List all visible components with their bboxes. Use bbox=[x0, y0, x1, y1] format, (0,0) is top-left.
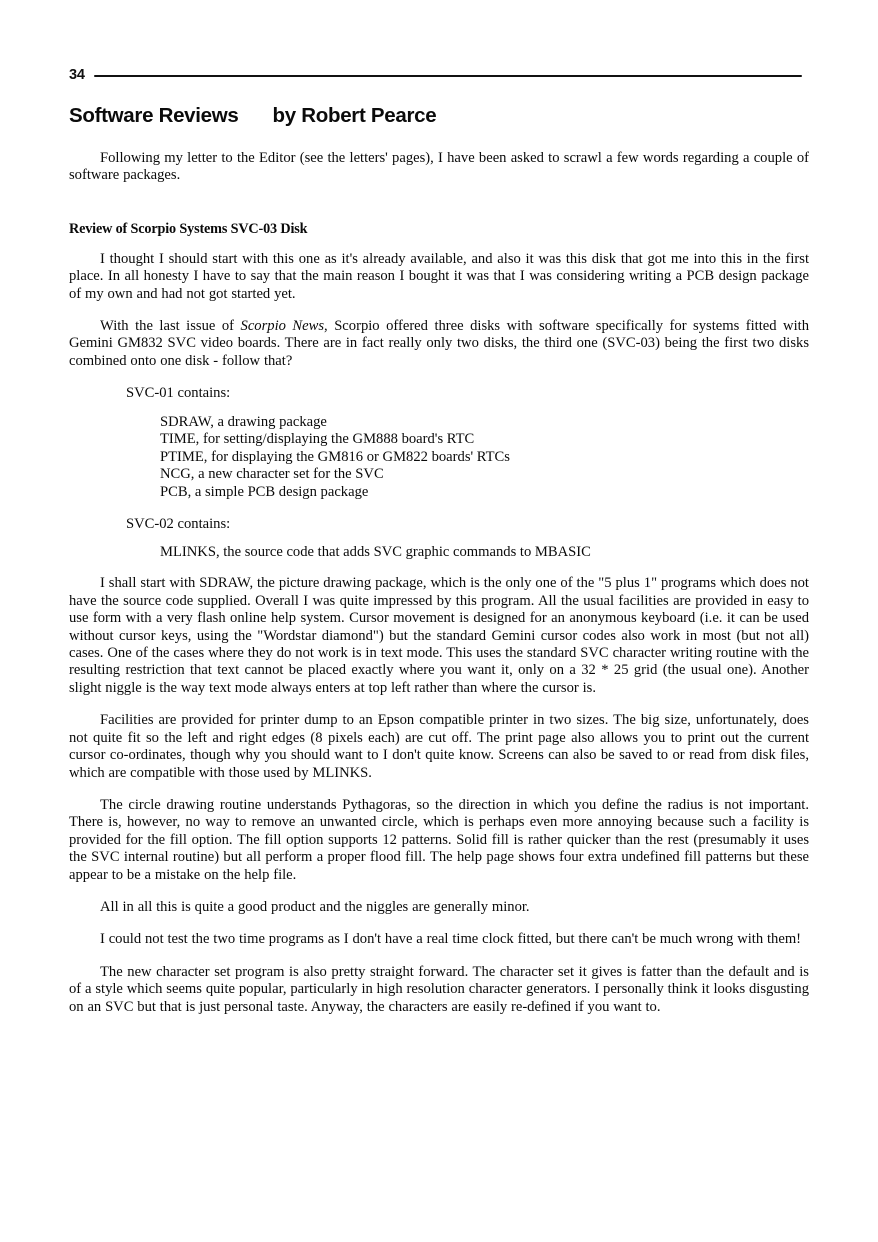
svc01-contents-list bbox=[69, 414, 809, 502]
intro-paragraph: Following my letter to the Editor (see the letters' pages), I have been asked to scrawl a few words regarding a couple of software packages. bbox=[69, 150, 809, 184]
spacer bbox=[69, 200, 809, 204]
svc02-contents-item: MLINKS, the source code that adds SVC graphic commands to MBASIC bbox=[160, 544, 591, 561]
article-title: Software Reviews bbox=[69, 104, 239, 127]
page-number: 34 bbox=[69, 66, 85, 83]
paragraph-first-impressions: I thought I should start with this one as it's already available, and also it was this disk that got me into this in the first place. In all honesty I have to say that the main reason I bought it was that I was considering writing a PCB design package of my own and had not got started yet. bbox=[69, 250, 809, 302]
text-after-italic: , Scorpio offered three disks with software specifically for systems fitted with Gemini GM832 SVC video boards. There are in fact really only two disks, the third one (SVC-03) being the first two disks combined onto one disk - follow that? bbox=[69, 318, 810, 369]
paragraph-sdraw-review: I shall start with SDRAW, the picture drawing package, which is the only one of the "5 plus 1" programs which does not have the source code supplied. Overall I was quite impressed by this program. All the usual facilities are provided in easy to use form with a very flash online help system. Cursor movement is designed for an anonymous keyboard (i.e. it can be used without cursor keys, using the "Wordstar diamond") but the standard Gemini cursor codes also work in most (but not all) cases. One of the cases where they do not work is in text mode. This uses the standard SVC character writing routine with the resulting restriction that text cannot be placed exactly where you want it, only on a 32 * 25 grid (the usual one). Another slight niggle is the way text mode always enters at top left rather than where the cursor is. bbox=[69, 575, 809, 696]
paragraph-disk-overview bbox=[69, 318, 809, 370]
svc01-label: SVC-01 contains: bbox=[126, 385, 231, 402]
article-body bbox=[69, 150, 809, 1031]
list-item: PCB, a simple PCB design package bbox=[160, 484, 369, 501]
header-rule bbox=[94, 75, 802, 77]
list-item: NCG, a new character set for the SVC bbox=[160, 466, 384, 483]
list-item: PTIME, for displaying the GM816 or GM822 boards' RTCs bbox=[160, 448, 510, 465]
page-title bbox=[69, 104, 809, 128]
paragraph-character-set: The new character set program is also pretty straight forward. The character set it gives is fatter than the default and is of a style which seems quite popular, particularly in high resolution character generators. I personally think it looks disgusting on an SVC but that is just personal taste. Anyway, the characters are easily re-defined if you want to. bbox=[69, 963, 809, 1015]
paragraph-circle-routine: The circle drawing routine understands Pythagoras, so the direction in which you define the radius is not important. There is, however, no way to remove an unwanted circle, which is perhaps even more annoying because such a facility is provided for the fill option. The fill option supports 12 patterns. Solid fill is rather quicker than the rest (presumably it uses the SVC internal routine) but all perform a proper flood fill. The help page shows four extra undefined fill patterns but these appear to be a mistake on the help file. bbox=[69, 796, 809, 883]
publication-name: Scorpio News bbox=[240, 318, 325, 335]
text-before-italic: With the last issue of bbox=[100, 318, 241, 335]
list-item: TIME, for setting/displaying the GM888 board's RTC bbox=[160, 431, 475, 448]
paragraph-verdict: All in all this is quite a good product and the niggles are generally minor. bbox=[100, 898, 530, 915]
article-byline: by Robert Pearce bbox=[272, 104, 437, 127]
list-item: SDRAW, a drawing package bbox=[160, 413, 327, 430]
page-header bbox=[69, 64, 802, 88]
paragraph-time-programs: I could not test the two time programs as I don't have a real time clock fitted, but there can't be much wrong with them! bbox=[100, 931, 802, 948]
svc02-label: SVC-02 contains: bbox=[126, 515, 231, 532]
paragraph-printer-facilities: Facilities are provided for printer dump to an Epson compatible printer in two sizes. The big size, unfortunately, does not quite fit so the left and right edges (8 pixels each) are cut off. The print page also allows you to print out the current cursor co-ordinates, though why you should want to I don't quite know. Screens can also be saved to or read from disk files, which are compatible with those used by MLINKS. bbox=[69, 712, 809, 781]
section-heading-review: Review of Scorpio Systems SVC-03 Disk bbox=[69, 220, 308, 237]
